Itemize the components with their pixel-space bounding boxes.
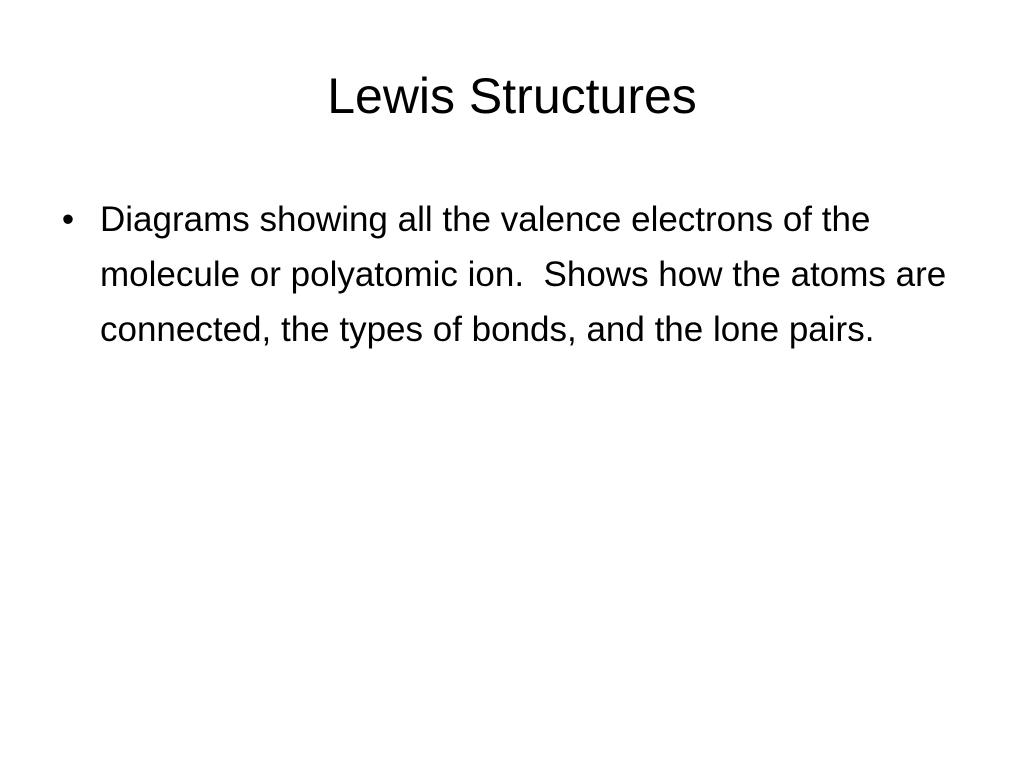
bullet-text: Diagrams showing all the valence electrons of the molecule or polyatomic ion. Shows how the atoms are connected, the types of bonds, and the lone pairs.	[100, 200, 956, 349]
slide-title: Lewis Structures	[327, 68, 697, 124]
bullet-marker: •	[61, 200, 75, 239]
bullet-list	[56, 192, 966, 357]
bullet-item	[56, 192, 966, 357]
